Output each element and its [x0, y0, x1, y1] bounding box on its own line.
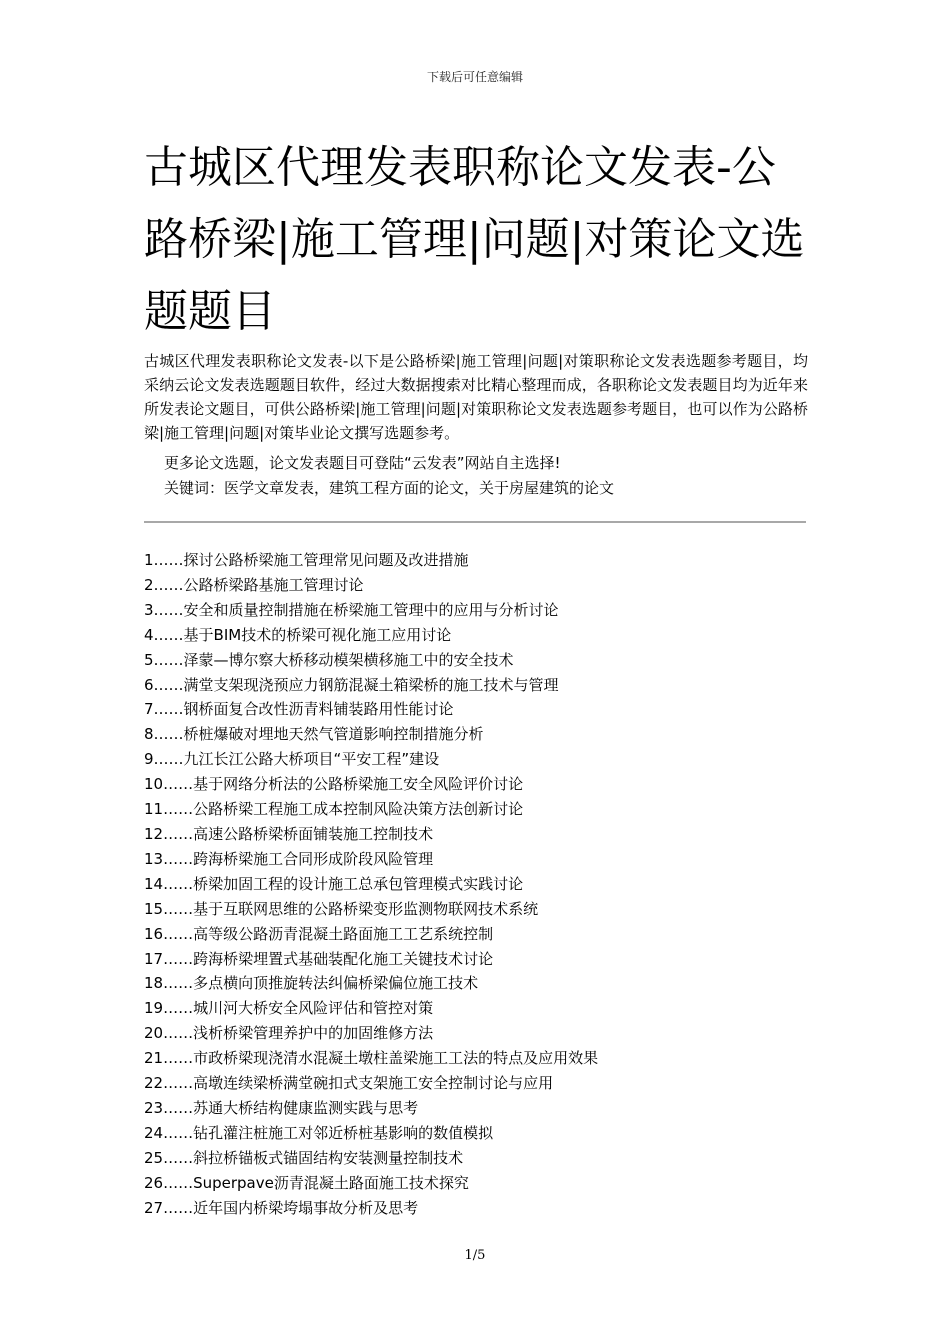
list-item: 4……基于BIM技术的桥梁可视化施工应用讨论	[144, 625, 452, 644]
list-item: 25……斜拉桥锚板式锚固结构安装测量控制技术	[144, 1148, 464, 1167]
intro-paragraph: 古城区代理发表职称论文发表-以下是公路桥梁|施工管理|问题|对策职称论文发表选题参考题目，均采纳云论文发表选题题目软件，经过大数据搜索对比精心整理而成，各职称论文发表题目均为近年来所发表论文题目，可供公路桥梁|施工管理|问题|对策职称论文发表选题参考题目，也可以作为公路桥梁|施工管理|问题|对策毕业论文撰写选题参考。	[144, 352, 808, 442]
list-item: 11……公路桥梁工程施工成本控制风险决策方法创新讨论	[144, 800, 524, 819]
list-item: 9……九江长江公路大桥项目“平安工程”建设	[144, 750, 440, 769]
header-note: 下载后可任意编辑	[426, 70, 523, 84]
list-item: 22……高墩连续梁桥满堂碗扣式支架施工安全控制讨论与应用	[144, 1074, 554, 1093]
page-title: 古城区代理发表职称论文发表-公路桥梁|施工管理|问题|对策论文选题题目	[144, 142, 805, 337]
section-divider	[144, 521, 806, 523]
list-item: 18……多点横向顶推旋转法纠偏桥梁偏位施工技术	[144, 974, 479, 993]
list-item: 12……高速公路桥梁桥面铺装施工控制技术	[144, 824, 434, 843]
list-item: 7……钢桥面复合改性沥青料铺装路用性能讨论	[144, 700, 454, 719]
list-item: 16……高等级公路沥青混凝土路面施工工艺系统控制	[144, 924, 494, 943]
list-item: 20……浅析桥梁管理养护中的加固维修方法	[144, 1024, 434, 1043]
list-item: 13……跨海桥梁施工合同形成阶段风险管理	[144, 849, 434, 868]
list-item: 23……苏通大桥结构健康监测实践与思考	[144, 1098, 419, 1117]
more-info-line: 更多论文选题，论文发表题目可登陆“云发表”网站自主选择!	[164, 454, 561, 472]
topic-list	[144, 548, 808, 1220]
list-item: 27……近年国内桥梁垮塌事故分析及思考	[144, 1198, 419, 1217]
list-item: 3……安全和质量控制措施在桥梁施工管理中的应用与分析讨论	[144, 600, 559, 619]
list-item: 6……满堂支架现浇预应力钢筋混凝土箱梁桥的施工技术与管理	[144, 675, 559, 694]
list-item: 10……基于网络分析法的公路桥梁施工安全风险评价讨论	[144, 775, 524, 794]
list-item: 5……泽蒙—博尔察大桥移动模架横移施工中的安全技术	[144, 650, 514, 669]
list-item: 2……公路桥梁路基施工管理讨论	[144, 575, 364, 594]
list-item: 26……Superpave沥青混凝土路面施工技术探究	[144, 1173, 469, 1192]
list-item: 21……市政桥梁现浇清水混凝土墩柱盖梁施工工法的特点及应用效果	[144, 1049, 599, 1068]
list-item: 15……基于互联网思维的公路桥梁变形监测物联网技术系统	[144, 899, 539, 918]
list-item: 24……钻孔灌注桩施工对邻近桥桩基影响的数值模拟	[144, 1123, 494, 1142]
list-item: 14……桥梁加固工程的设计施工总承包管理模式实践讨论	[144, 874, 524, 893]
keywords-line: 关键词：医学文章发表，建筑工程方面的论文，关于房屋建筑的论文	[164, 479, 615, 497]
list-item: 17……跨海桥梁埋置式基础装配化施工关键技术讨论	[144, 949, 494, 968]
list-item: 8……桥桩爆破对埋地天然气管道影响控制措施分析	[144, 725, 484, 744]
page-number: 1/5	[464, 1248, 486, 1263]
list-item: 19……城川河大桥安全风险评估和管控对策	[144, 999, 434, 1018]
list-item: 1……探讨公路桥梁施工管理常见问题及改进措施	[144, 551, 469, 569]
